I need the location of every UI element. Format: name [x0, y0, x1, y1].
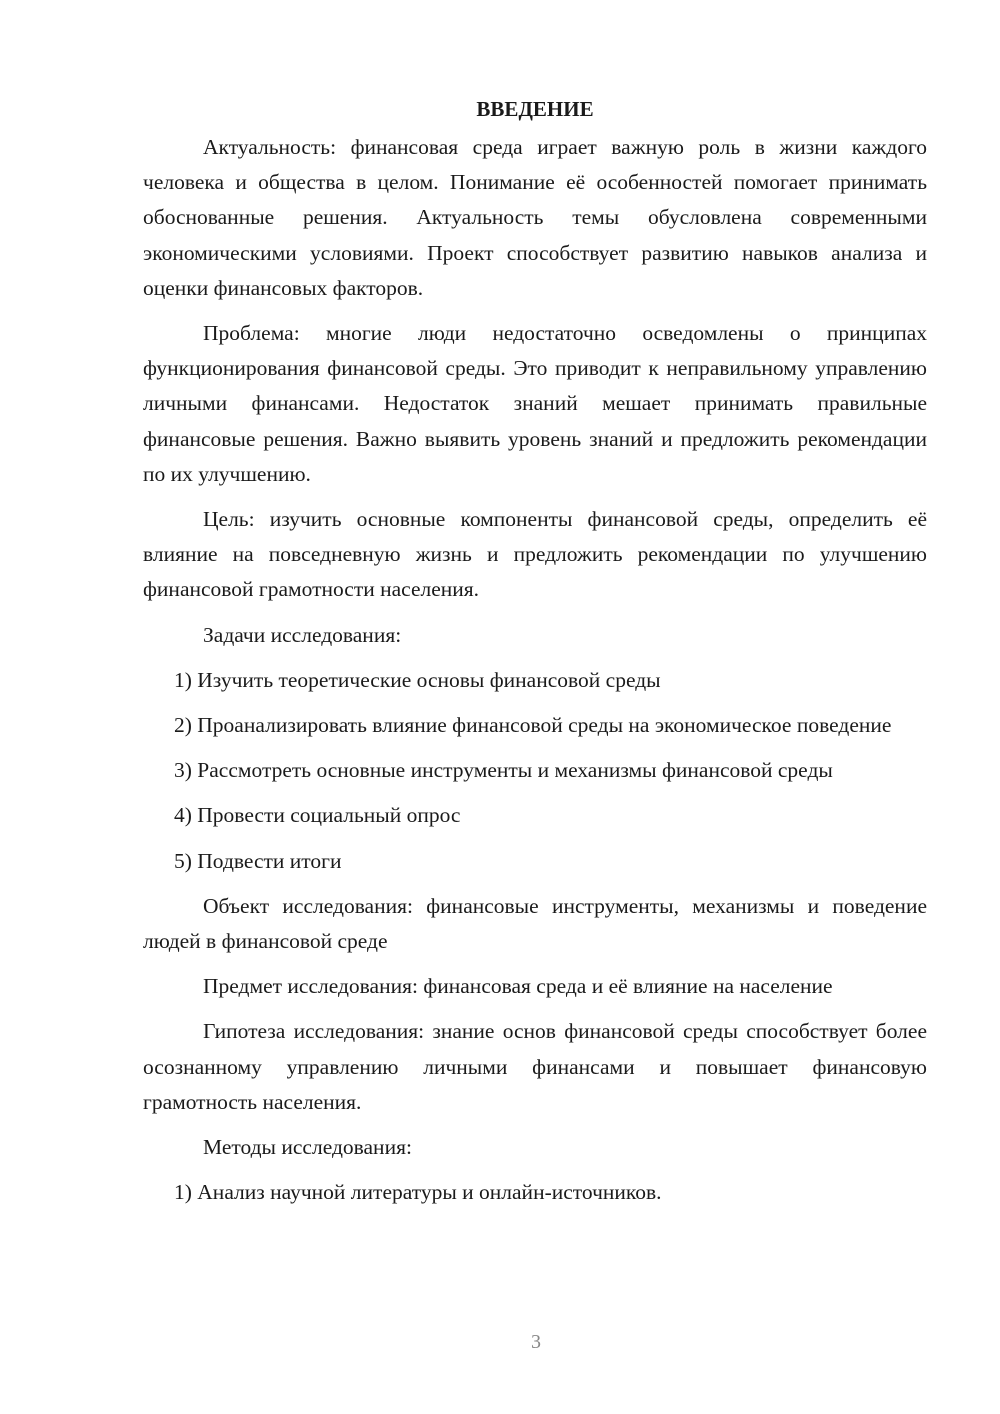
page-number: 3	[531, 1331, 541, 1353]
task-item: 2) Проанализировать влияние финансовой среды на экономическое поведение	[174, 713, 892, 738]
problem-paragraph: Проблема: многие люди недостаточно осведомлены о принципах функционирования финансовой среды. Это приводит к неправильному управлению личными финансами. Недостаток знаний мешает принимать правильные финансовые решения. Важно выявить уровень знаний и предложить рекомендации по их улучшению.	[143, 321, 927, 486]
hypothesis-paragraph: Гипотеза исследования: знание основ финансовой среды способствует более осознанному управлению личными финансами и повышает финансовую грамотность населения.	[143, 1019, 927, 1114]
document-page	[143, 92, 927, 1220]
object-paragraph: Объект исследования: финансовые инструменты, механизмы и поведение людей в финансовой среде	[143, 893, 927, 954]
task-item: 3) Рассмотреть основные инструменты и механизмы финансовой среды	[174, 758, 833, 783]
method-item: 1) Анализ научной литературы и онлайн-источников.	[174, 1180, 662, 1205]
section-heading: ВВЕДЕНИЕ	[476, 97, 594, 121]
task-item: 4) Провести социальный опрос	[174, 803, 461, 828]
tasks-title: Задачи исследования:	[203, 622, 402, 647]
task-item: 1) Изучить теоретические основы финансовой среды	[174, 667, 661, 692]
relevance-paragraph: Актуальность: финансовая среда играет важную роль в жизни каждого человека и общества в целом. Понимание её особенностей помогает принимать обоснованные решения. Актуальность темы обусловлена современными экономическими условиями. Проект способствует развитию навыков анализа и оценки финансовых факторов.	[143, 135, 927, 300]
goal-paragraph: Цель: изучить основные компоненты финансовой среды, определить её влияние на повседневную жизнь и предложить рекомендации по улучшению финансовой грамотности населения.	[143, 507, 927, 602]
task-item: 5) Подвести итоги	[174, 848, 342, 873]
subject-paragraph: Предмет исследования: финансовая среда и её влияние на население	[203, 974, 833, 999]
methods-title: Методы исследования:	[203, 1135, 412, 1160]
